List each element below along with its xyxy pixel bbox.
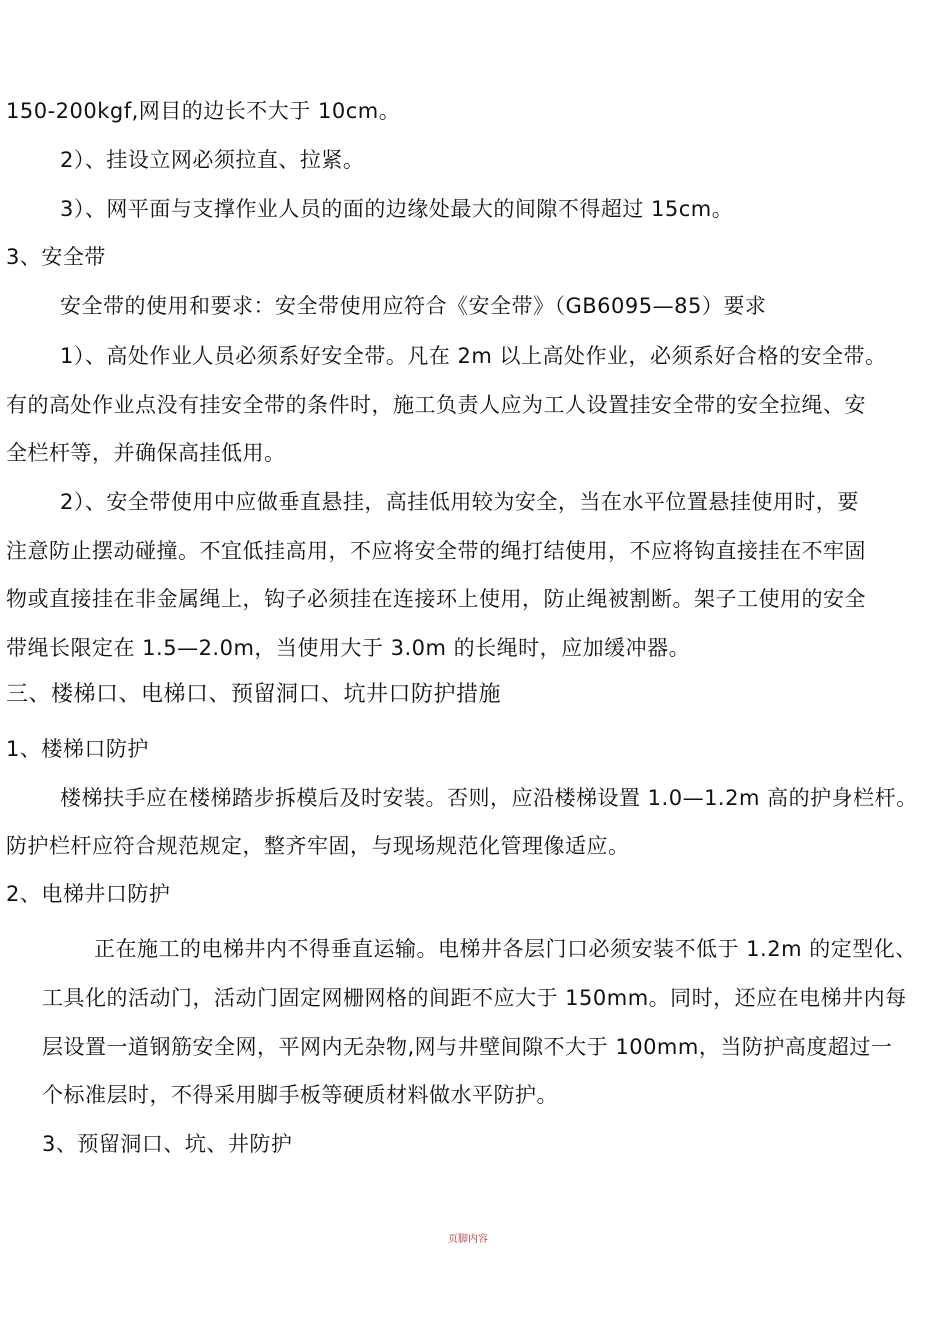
text-line: 正在施工的电梯井内不得垂直运输。电梯井各层门口必须安装不低于 1.2m 的定型化、 (94, 937, 917, 961)
text-line: 3）、网平面与支撑作业人员的面的边缘处最大的间隙不得超过 15cm。 (60, 197, 734, 221)
text-line: 1）、高处作业人员必须系好安全带。凡在 2m 以上高处作业，必须系好合格的安全带。 (60, 344, 887, 368)
page-footer: 页脚内容 (448, 1234, 488, 1245)
text-line: 注意防止摆动碰撞。不宜低挂高用，不应将安全带的绳打结使用，不应将钩直接挂在不牢固 (6, 539, 866, 563)
text-line: 个标准层时，不得采用脚手板等硬质材料做水平防护。 (42, 1083, 558, 1107)
text-line: 物或直接挂在非金属绳上，钩子必须挂在连接环上使用，防止绳被割断。架子工使用的安全 (6, 587, 866, 611)
section-heading: 1、楼梯口防护 (6, 737, 149, 761)
chapter-heading: 三、楼梯口、电梯口、预留洞口、坑井口防护措施 (6, 682, 502, 707)
text-line: 有的高处作业点没有挂安全带的条件时，施工负责人应为工人设置挂安全带的安全拉绳、安 (6, 393, 866, 417)
section-heading: 3、预留洞口、坑、井防护 (42, 1132, 293, 1156)
text-line: 防护栏杆应符合规范规定，整齐牢固，与现场规范化管理像适应。 (6, 834, 630, 858)
text-line: 安全带的使用和要求：安全带使用应符合《安全带》（GB6095—85）要求 (60, 294, 767, 318)
text-line: 全栏杆等，并确保高挂低用。 (6, 441, 286, 465)
text-line: 楼梯扶手应在楼梯踏步拆模后及时安装。否则，应沿楼梯设置 1.0—1.2m 高的护身栏杆。 (60, 786, 918, 810)
text-line: 2）、安全带使用中应做垂直悬挂，高挂低用较为安全，当在水平位置悬挂使用时，要 (60, 490, 859, 514)
text-line: 带绳长限定在 1.5—2.0m，当使用大于 3.0m 的长绳时，应加缓冲器。 (6, 636, 691, 660)
text-line: 2）、挂设立网必须拉直、拉紧。 (60, 148, 365, 172)
text-line: 工具化的活动门，活动门固定网栅网格的间距不应大于 150mm。同时，还应在电梯井内每 (42, 986, 907, 1010)
section-heading: 2、电梯井口防护 (6, 882, 171, 906)
text-line: 层设置一道钢筋安全网，平网内无杂物,网与井壁间隙不大于 100mm，当防护高度超过一 (42, 1035, 893, 1059)
section-heading: 3、安全带 (6, 245, 106, 269)
text-line: 150-200kgf,网目的边长不大于 10cm。 (6, 99, 401, 123)
